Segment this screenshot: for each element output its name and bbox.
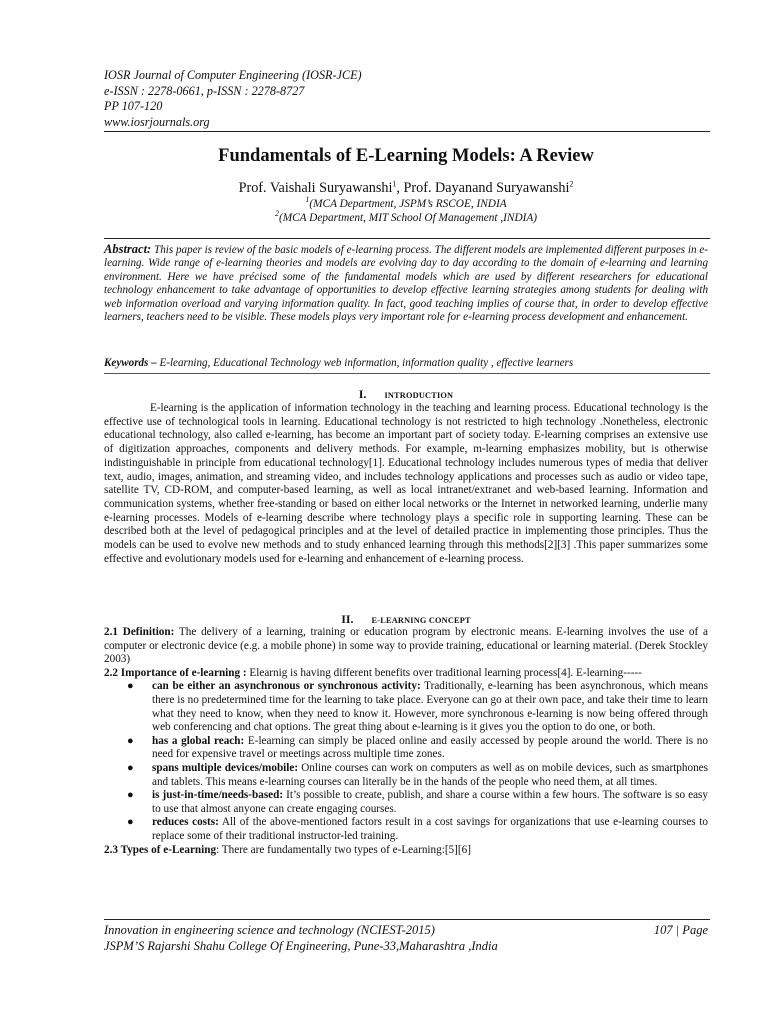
importance-label: 2.2 Importance of e-learning :: [104, 666, 247, 679]
paper-title: Fundamentals of E-Learning Models: A Review: [218, 146, 594, 166]
importance-paragraph: [104, 667, 708, 681]
issn-line: e-ISSN : 2278-0661, p-ISSN : 2278-8727: [104, 83, 305, 98]
affiliation-1: [104, 195, 708, 210]
list-item: [104, 762, 708, 789]
importance-text: Elearnig is having different benefits over traditional learning process[4]. E-learning-----: [246, 666, 642, 679]
definition-label: 2.1 Definition:: [104, 626, 175, 638]
abstract-label: Abstract:: [104, 242, 152, 256]
section-2-number: II.: [341, 612, 354, 626]
list-item-label: spans multiple devices/mobile:: [152, 761, 299, 774]
page-range: PP 107-120: [104, 99, 163, 114]
journal-url: www.iosrjournals.org: [104, 114, 210, 129]
affiliation-2-sup: 2: [274, 209, 279, 219]
types-text: : There are fundamentally two types of e-Learning:[5][6]: [216, 843, 471, 856]
list-item-text: All of the above-mentioned factors result in a cost savings for organizations that use e-learning courses to replace some of their traditional instructor-led training.: [152, 816, 708, 842]
list-item-label: reduces costs:: [152, 816, 219, 829]
concept-section: [104, 626, 708, 857]
introduction-paragraph: E-learning is the application of information technology in the teaching and learning process. Educational technology is the effective use of technological tools in learning. Educational technology is not restricted to high technology .Nonetheless, electronic educational technology, also called e-learning, has become an important part of society today. E-learning comprises an extensive use of digitization approaches, components and delivery methods. For example, m-learning emphasizes mobility, but is otherwise indistinguishable in principle from educational technology[1]. Educational technology includes numerous types of media that deliver text, audio, images, animation, and streaming video, and includes technology applications and processes such as audio or video tape, satellite TV, CD-ROM, and computer-based learning, as well as local intranet/extranet and web-based learning. Information and communication systems, whether free-standing or based on either local networks or the Internet in networked learning, underlie many e-learning processes. Models of e-learning describe where technology plays a specific role in supporting learning. These can be described both at the level of pedagogical principles and at the level of detailed practice in implementing those principles. Thus the models can be used to evolve new methods and to study enhanced learning through this methods[2][3] .This paper summarizes some effective and evolutionary models used for e-learning and enhancement of e-learning process.: [104, 402, 708, 565]
author-line: [104, 180, 708, 197]
types-label: 2.3 Types of e-Learning: [104, 843, 217, 856]
section-1-number: I.: [358, 387, 367, 401]
keywords: [104, 357, 708, 369]
journal-header: [104, 68, 708, 130]
section-2-title: E-LEARNING CONCEPT: [371, 616, 471, 625]
header-divider: [104, 131, 710, 132]
footer-line-1: [104, 923, 708, 938]
section-heading-concept: [104, 612, 708, 627]
list-item-text: E-learning can simply be placed online and easily accessed by people around the world. There is no need for expensive travel or meetings across multiple time zones.: [152, 734, 708, 761]
footer-college: JSPM’S Rajarshi Shahu College Of Engineering, Pune-33,Maharashtra ,India: [104, 939, 498, 953]
list-item: [104, 789, 708, 816]
author-2-sup: 2: [569, 179, 574, 189]
list-item-label: can be either an asynchronous or synchronous activity:: [152, 680, 421, 693]
author-1-sup: 1: [392, 179, 397, 189]
bullet-icon: ●: [127, 680, 134, 693]
bullet-icon: ●: [127, 816, 134, 829]
bullet-icon: ●: [127, 789, 134, 802]
journal-name: IOSR Journal of Computer Engineering (IOSR-JCE): [104, 68, 362, 82]
definition-paragraph: [104, 626, 708, 667]
benefits-list: [104, 680, 708, 843]
abstract-text: This paper is review of the basic models of e-learning process. The different models are implemented different purposes in e-learning. Wide range of e-learning theories and models are evolving day to day according to the domain of e-learning and learning environment. Here we have précised some of the fundamental models which are used by different researchers for educational technology enhancement to take advantage of opportunities to develop effective learning strategies among students for dealing with web information overload and varying information quality. In fact, good teaching implies of course that, in order to develop effective learners, teachers need to be visible. These models plays very important role for e-learning process development and enhancement.: [104, 244, 708, 324]
keywords-label: Keywords –: [104, 357, 157, 369]
footer-divider: [104, 919, 710, 920]
section-heading-introduction: [104, 387, 708, 402]
list-item-label: has a global reach:: [152, 734, 245, 747]
bullet-icon: ●: [127, 734, 134, 747]
list-item-text: Online courses can work on computers as well as on mobile devices, such as smartphones and tablets. This means e-learning courses can literally be in the hands of the people who need them, at all times.: [152, 761, 709, 788]
abstract-divider: [104, 238, 710, 239]
list-item: [104, 816, 708, 843]
keywords-text: E-learning, Educational Technology web information, information quality , effective learners: [156, 357, 574, 369]
bullet-icon: ●: [127, 761, 134, 774]
page-number: 107 | Page: [653, 923, 708, 937]
affiliation-2-text: (MCA Department, MIT School Of Management ,INDIA): [278, 212, 538, 224]
list-item: [104, 680, 708, 734]
list-item-label: is just-in-time/needs-based:: [152, 789, 284, 802]
definition-text: The delivery of a learning, training or education program by electronic means. E-learning involves the use of a computer or electronic device (e.g. a mobile phone) in some way to provide training, educational or learning material. (Derek Stockley 2003): [104, 626, 708, 666]
keywords-divider: [104, 373, 710, 374]
footer-conference: Innovation in engineering science and technology (NCIEST-2015): [104, 923, 435, 937]
section-1-title: INTRODUCTION: [384, 391, 454, 400]
affiliation-1-sup: 1: [305, 195, 310, 205]
affiliation-1-text: (MCA Department, JSPM’s RSCOE, INDIA: [309, 198, 507, 210]
list-item-text: Traditionally, e-learning has been asynchronous, which means there is no predetermined time for the learning to take place. Everyone can go at their own pace, and take their time to learn what they need to know, when they need to know it. However, more synchronous e-learning is now being offered through web conferencing and chat options. The great thing about e-learning is it gives you the option to do one, or both.: [152, 680, 708, 734]
abstract: [104, 243, 708, 324]
list-item: [104, 735, 708, 762]
author-2: Prof. Dayanand Suryawanshi: [403, 180, 570, 196]
types-paragraph: [104, 844, 708, 858]
author-separator: ,: [396, 180, 404, 196]
author-1: Prof. Vaishali Suryawanshi: [238, 180, 393, 196]
affiliation-2: [104, 209, 708, 224]
list-item-text: It’s possible to create, publish, and share a course within a few hours. The software is so easy to use that almost anyone can create engaging courses.: [152, 789, 708, 815]
